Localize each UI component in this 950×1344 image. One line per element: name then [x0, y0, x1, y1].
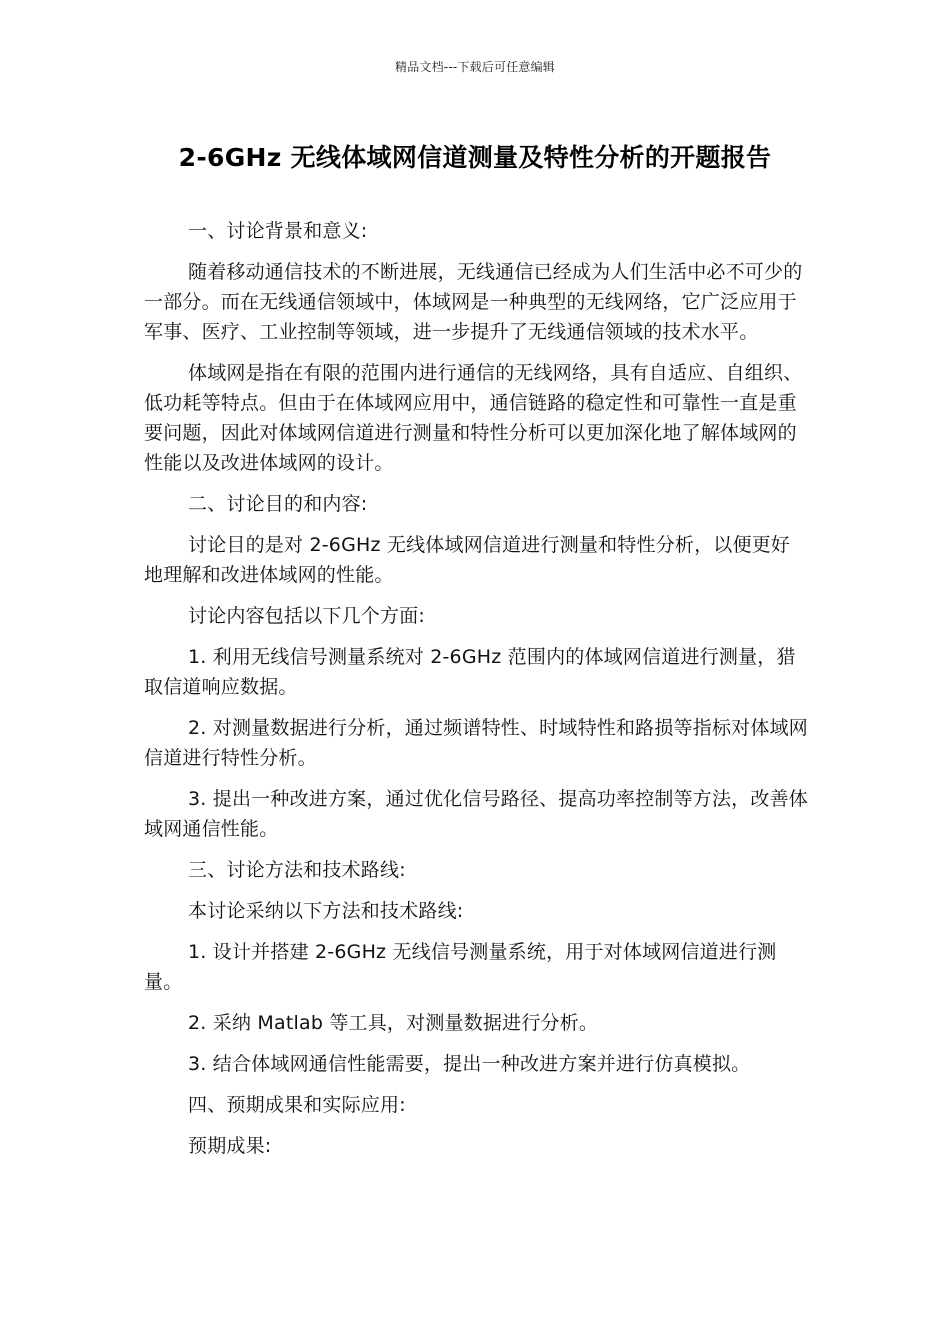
content-item-3: 3. 提出一种改进方案，通过优化信号路径、提高功率控制等方法，改善体域网通信性能。: [144, 788, 808, 840]
paragraph-purpose: 讨论目的是对 2-6GHz 无线体域网信道进行测量和特性分析，以便更好地理解和改进体域网的性能。: [144, 534, 791, 586]
paragraph-outcomes-label: 预期成果:: [188, 1135, 272, 1157]
section-heading-methods: 三、讨论方法和技术路线:: [188, 859, 406, 881]
method-item-3: 3. 结合体域网通信性能需要，提出一种改进方案并进行仿真模拟。: [188, 1053, 751, 1075]
paragraph-background-2: 体域网是指在有限的范围内进行通信的无线网络，具有自适应、自组织、低功耗等特点。但由于在体域网应用中，通信链路的稳定性和可靠性一直是重要问题，因此对体域网信道进行测量和特性分析可以更加深化地了解体域网的性能以及改进体域网的设计。: [144, 362, 803, 474]
document-title: 2-6GHz 无线体域网信道测量及特性分析的开题报告: [178, 143, 772, 172]
header-note: 精品文档---下载后可任意编辑: [395, 60, 555, 74]
content-item-1: 1. 利用无线信号测量系统对 2-6GHz 范围内的体域网信道进行测量，猎取信道响应数据。: [144, 646, 796, 698]
method-item-2: 2. 采纳 Matlab 等工具，对测量数据进行分析。: [188, 1012, 599, 1034]
paragraph-methods-intro: 本讨论采纳以下方法和技术路线:: [188, 900, 464, 922]
paragraph-background-1: 随着移动通信技术的不断进展，无线通信已经成为人们生活中必不可少的一部分。而在无线通信领域中，体域网是一种典型的无线网络，它广泛应用于军事、医疗、工业控制等领域，进一步提升了无线通信领域的技术水平。: [144, 261, 803, 343]
method-item-1: 1. 设计并搭建 2-6GHz 无线信号测量系统，用于对体域网信道进行测量。: [144, 941, 777, 993]
paragraph-content-intro: 讨论内容包括以下几个方面:: [188, 605, 426, 627]
section-heading-purpose: 二、讨论目的和内容:: [188, 493, 368, 515]
document-body: [144, 216, 808, 1172]
section-heading-background: 一、讨论背景和意义:: [188, 220, 368, 242]
content-item-2: 2. 对测量数据进行分析，通过频谱特性、时域特性和路损等指标对体域网信道进行特性分析。: [144, 717, 808, 769]
section-heading-outcomes: 四、预期成果和实际应用:: [188, 1094, 406, 1116]
